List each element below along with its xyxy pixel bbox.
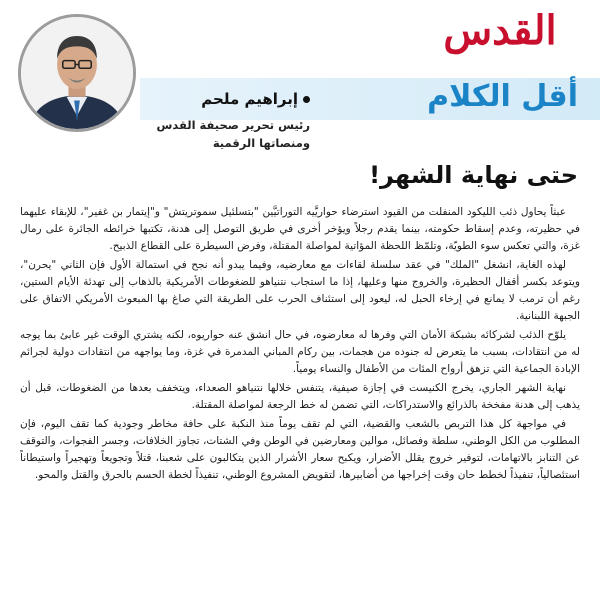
author-photo <box>18 14 136 132</box>
author-name: إبراهيم ملحم <box>201 90 298 108</box>
column-header <box>0 0 600 170</box>
article-headline: حتى نهاية الشهر! <box>369 161 578 189</box>
author-role-line2: ومنصاتها الرقمية <box>212 136 310 150</box>
author-name-line <box>150 88 310 110</box>
article-body <box>20 204 580 594</box>
article-paragraph: نهاية الشهر الجاري، يخرج الكنيست في إجازة صيفية، يتنفس خلالها نتنياهو الصعداء، ويتخفف بعدها من الضغوطات، قبل أن يذهب إلى هدنة مفخخة بالذرائع والاستدراكات، التي تضمن له خط الرجعة لمواصلة المقتلة. <box>20 382 580 411</box>
article-paragraph: لهذه الغاية، انشغل "الملك" في عقد سلسلة لقاءات مع معارضيه، وفيما يبدو أنه نجح في استمالة الأول فإن الثاني "يحرن"، ويتوعد بكسر أقفال الحظيرة، والخروج منها وعليها، إذا ما استجاب نتنياهو للضغوطات الأمريكية بالذهاب إلى تهدئة الأيام الستين، رغم أن ترمب لا يمانع في إرخاء الحبل له، ليعود إلى استئناف الحرب على الطريقة التي صاغ بها المبعوث الأمريكي الاتفاق على الجبهة اللبنانية. <box>20 259 580 322</box>
article-paragraph: يلوّح الذئب لشركائه بشبكة الأمان التي وفرها له معارضوه، في حال انشق عنه حواريوه، لكنه يشتري الوقت غير عابئ بما يوجه له من انتقادات، بسبب ما يتعرض له جنوده من هجمات، بين ركام المباني المدمرة في غزة، وما يواجهه من انتقادات دولية لجرائم الإبادة الجماعية التي تزهق أرواح المئات من الأطفال والنساء يومياً. <box>20 329 580 375</box>
column-title: أقل الكلام <box>427 79 578 114</box>
author-role-line1: رئيس تحرير صحيفة القدس <box>156 118 310 132</box>
author-portrait-icon <box>21 17 133 129</box>
article-paragraph: عبثاً يحاول ذئب الليكود المنفلت من القيود استرضاء حواريَّيه التوراتيَّين "بتسلئيل سموتريتش" و"إيتمار بن غفير"، للإبقاء عليهما في حظيرته، وعدم إسقاط حكومته، بينما يقدم رجلاً ويؤخر أخرى في طريق التوصل إلى هدنة، تكتبها خرائطه الجائرة على رمال غزة، والتي تعكس سوء الطويّة، وتلمّظ اللحظة المؤاتية لمواصلة المقتلة، وفرض السيطرة على القطاع الذبيح. <box>20 206 580 252</box>
masthead-logo-text: القدس <box>443 7 557 54</box>
article-paragraph: في مواجهة كل هذا التربص بالشعب والقضية، التي لم تقف يوماً منذ النكبة على حافة مخاطر وجودية كما تقف اليوم، فإن المطلوب من الكل الوطني، سلطة وفصائل، موالين ومعارضين في الوطن وفي الشتات، تجاوز الخلافات، وجسر الفجوات، والتوقف عن التنابز بالاتهامات، لتوفير خروج يقلل الأضرار، ويكبح سعار الأشرار الذين يتكالبون على شعبنا، قتلاً وتجويعاً وتهجيراً واستيطاناً استئصالياً، تنفيذاً لخطط حان وقت إخراجها من أضابيرها، لتقويض المشروع الوطني، تنفيذاً لخطة الحسم بالحرق والقتل والمحو. <box>20 418 580 481</box>
masthead-logo <box>420 8 580 70</box>
bullet-icon <box>303 96 310 103</box>
author-block <box>150 88 310 152</box>
